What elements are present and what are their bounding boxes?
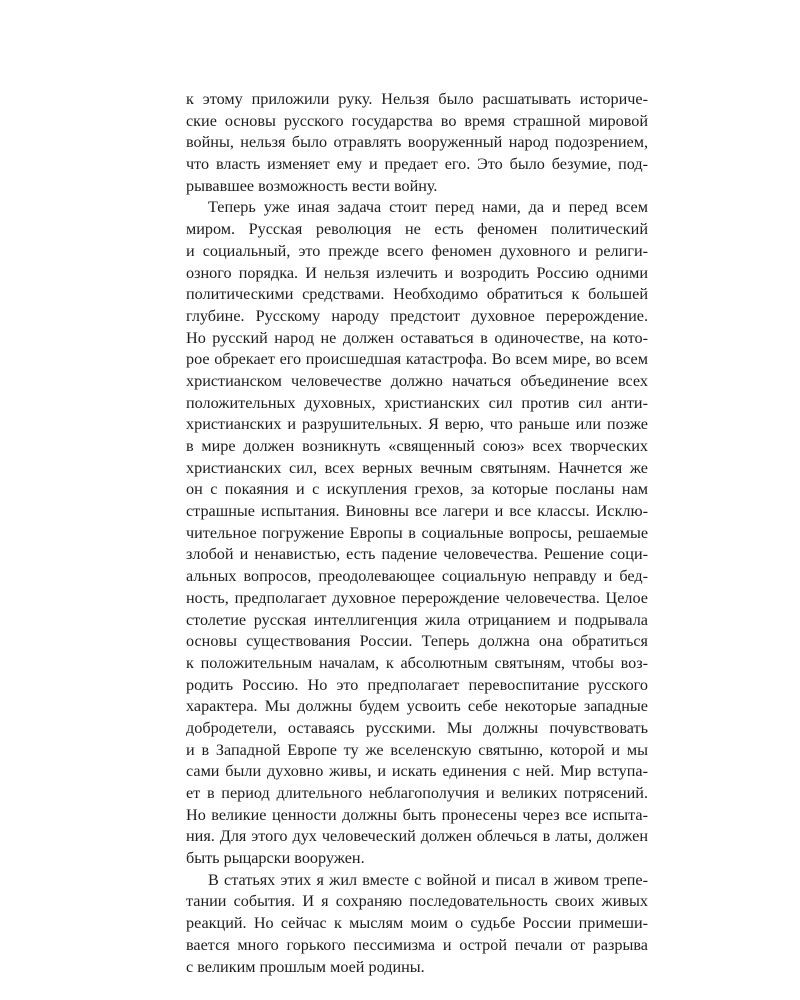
text-line: христианских и разрушительных. Я верю, что раньше или позже bbox=[186, 415, 648, 434]
text-line: В статьях этих я жил вместе с войной и писал в живом трепе- bbox=[208, 870, 648, 889]
text-line: характера. Мы должны будем усвоить себе некоторые западные bbox=[186, 697, 648, 716]
text-line: альных вопросов, преодолевающее социальную неправду и бед- bbox=[186, 567, 648, 586]
text-line: войны, нельзя было отравлять вооруженный народ подозрением, bbox=[186, 133, 648, 152]
text-line: что власть изменяет ему и предает его. Это было безумие, под- bbox=[186, 155, 648, 174]
text-line: с великим прошлым моей родины. bbox=[186, 957, 425, 976]
text-line: родить Россию. Но это предполагает перевоспитание русского bbox=[186, 675, 648, 694]
paragraph-3 bbox=[186, 870, 648, 978]
body-text bbox=[186, 89, 648, 978]
text-line: в мире должен возникнуть «священный союз» всех творческих bbox=[186, 437, 648, 455]
text-line: рывавшее возможность вести войну. bbox=[186, 176, 438, 195]
text-line: озного порядка. И нельзя излечить и возродить Россию одними bbox=[186, 263, 648, 282]
text-line: вается много горького пессимизма и острой печали от разрыва bbox=[186, 935, 648, 954]
text-line: страшные испытания. Виновны все лагери и все классы. Исклю- bbox=[186, 502, 648, 521]
text-line: Но русский народ не должен оставаться в одиночестве, на кото- bbox=[186, 328, 648, 347]
text-line: ет в период длительного неблагополучия и великих потрясений. bbox=[186, 784, 648, 802]
text-line: ские основы русского государства во время страшной мировой bbox=[186, 111, 648, 130]
text-line: столетие русская интеллигенция жила отрицанием и подрывала bbox=[186, 610, 648, 629]
text-line: ния. Для этого дух человеческий должен облечься в латы, должен bbox=[186, 827, 648, 846]
text-line: Но великие ценности должны быть пронесены через все испыта- bbox=[186, 805, 648, 824]
text-line: добродетели, оставаясь русскими. Мы должны почувствовать bbox=[186, 718, 648, 737]
text-line: христианском человечестве должно начаться объединение всех bbox=[186, 371, 648, 390]
text-line: политическими средствами. Необходимо обратиться к большей bbox=[186, 285, 648, 304]
text-line: и социальный, это прежде всего феномен духовного и религи- bbox=[186, 241, 648, 260]
text-line: Теперь уже иная задача стоит перед нами, да и перед всем bbox=[208, 198, 648, 217]
paragraph-2 bbox=[186, 197, 648, 869]
text-line: тании события. И я сохраняю последовательность своих живых bbox=[186, 892, 648, 911]
text-line: к положительным началам, к абсолютным святыням, чтобы воз- bbox=[186, 653, 648, 672]
text-line: христианских сил, всех верных вечным святыням. Начнется же bbox=[186, 458, 648, 477]
text-line: основы существования России. Теперь должна она обратиться bbox=[186, 632, 648, 651]
text-line: сами были духовно живы, и искать единения с ней. Мир вступа- bbox=[186, 762, 648, 781]
text-line: быть рыцарски вооружен. bbox=[186, 849, 365, 868]
text-line: он с покаяния и с искупления грехов, за которые посланы нам bbox=[186, 480, 648, 499]
text-line: злобой и ненавистью, есть падение человечества. Решение соци- bbox=[186, 545, 648, 564]
text-line: миром. Русская революция не есть феномен политический bbox=[186, 220, 648, 239]
paragraph-1 bbox=[186, 89, 648, 197]
text-line: чительное погружение Европы в социальные вопросы, решаемые bbox=[186, 523, 648, 542]
text-line: и в Западной Европе ту же вселенскую святыню, которой и мы bbox=[186, 740, 648, 759]
text-line: глубине. Русскому народу предстоит духовное перерождение. bbox=[186, 306, 648, 325]
text-line: рое обрекает его происшедшая катастрофа. Во всем мире, во всем bbox=[186, 350, 648, 369]
text-line: реакций. Но сейчас к мыслям моим о судьбе России примеши- bbox=[186, 914, 648, 933]
text-line: ность, предполагает духовное перерождение человечества. Целое bbox=[186, 588, 648, 607]
text-line: к этому приложили руку. Нельзя было расшатывать историче- bbox=[186, 90, 648, 108]
text-line: положительных духовных, христианских сил против сил анти- bbox=[186, 393, 648, 412]
